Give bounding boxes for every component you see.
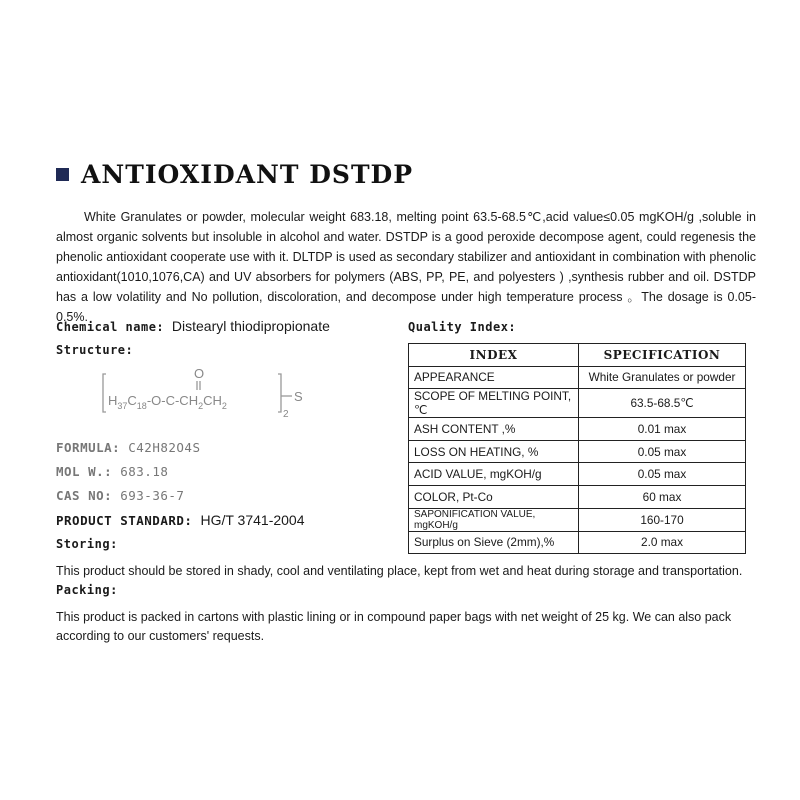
sulfur-label: S <box>294 389 303 404</box>
spec-cell: 0.05 max <box>579 440 746 463</box>
index-cell: ASH CONTENT ,% <box>409 418 579 441</box>
packing-text: This product is packed in cartons with plastic lining or in compound paper bags with net weight of 25 kg. We can also pack according to our customers' requests. <box>56 610 732 643</box>
table-row <box>409 508 746 531</box>
repeat-subscript: 2 <box>283 409 289 420</box>
structure-diagram <box>100 364 340 424</box>
mol-weight-value: 683.18 <box>120 464 169 479</box>
table-header-row <box>409 344 746 367</box>
index-cell: Surplus on Sieve (2mm),% <box>409 531 579 554</box>
standard-line <box>56 512 305 528</box>
c-atom: C <box>127 393 137 408</box>
cas-value: 693-36-7 <box>120 488 185 503</box>
table-row <box>409 366 746 389</box>
quality-index-table <box>408 343 746 554</box>
standard-label: PRODUCT STANDARD: <box>56 513 193 528</box>
spec-cell: White Granulates or powder <box>579 366 746 389</box>
formula-line <box>56 440 200 455</box>
c-subscript: 18 <box>136 401 147 411</box>
mol-weight-label: MOL W.: <box>56 464 113 479</box>
square-bullet-icon <box>56 168 69 181</box>
ch2b-subscript: 2 <box>221 401 227 411</box>
formula-label: FORMULA: <box>56 440 121 455</box>
spec-cell: 0.05 max <box>579 463 746 486</box>
table-row <box>409 463 746 486</box>
quality-index-heading: Quality Index: <box>408 320 517 334</box>
page-title: ANTIOXIDANT DSTDP <box>81 160 414 189</box>
spec-cell: 0.01 max <box>579 418 746 441</box>
spec-cell: 2.0 max <box>579 531 746 554</box>
index-cell: SAPONIFICATION VALUE, mgKOH/g <box>409 508 579 531</box>
standard-value: HG/T 3741-2004 <box>200 512 305 528</box>
chemical-name <box>56 318 330 334</box>
oxygen-label: O <box>194 366 205 381</box>
table-row <box>409 440 746 463</box>
chemical-name-value: Distearyl thiodipropionate <box>171 318 330 334</box>
svg-text:H37C18-O-C-CH2CH2 <box>108 393 227 411</box>
storing-heading: Storing: <box>56 537 118 551</box>
title-row <box>56 160 413 189</box>
spec-cell: 63.5-68.5℃ <box>579 389 746 418</box>
spec-cell: 160-170 <box>579 508 746 531</box>
intro-paragraph: White Granulates or powder, molecular weight 683.18, melting point 63.5-68.5℃,acid value≤0.05 mgKOH/g ,soluble in almost organic solvents but insoluble in alcohol and water. DSTDP is a good peroxide decompose agent, could regenesis the phenolic antioxidant cooperate use with it. DLTDP is used as secondary stabilizer and antioxidant in combination with phenolic antioxidant(1010,1076,CA) and UV absorbers for polymers (ABS, PP, PE, and polyesters ) ,synthesis rubber and oil. DSTDP has a low volatility and No pollution, discoloration, and decompose under high temperature process 。The dosage is 0.05-0.5%. <box>56 210 756 324</box>
index-cell: ACID VALUE, mgKOH/g <box>409 463 579 486</box>
ch2-subscript: 2 <box>198 401 204 411</box>
table-row <box>409 389 746 418</box>
header-index: INDEX <box>409 344 579 367</box>
table-row <box>409 485 746 508</box>
storing-text: This product should be stored in shady, cool and ventilating place, kept from wet and heat during storage and transportation. <box>56 564 743 578</box>
table-row <box>409 418 746 441</box>
right-bracket-icon <box>278 374 281 412</box>
cas-label: CAS NO: <box>56 488 113 503</box>
left-bracket-icon <box>103 374 106 412</box>
table-row <box>409 531 746 554</box>
index-cell: COLOR, Pt-Co <box>409 485 579 508</box>
spec-cell: 60 max <box>579 485 746 508</box>
structure-heading: Structure: <box>56 343 134 357</box>
ch2-group: CH <box>203 393 222 408</box>
index-cell: SCOPE OF MELTING POINT,℃ <box>409 389 579 418</box>
index-cell: APPEARANCE <box>409 366 579 389</box>
cas-line <box>56 488 184 503</box>
h-subscript: 37 <box>117 401 128 411</box>
mol-weight-line <box>56 464 168 479</box>
formula-value: C42H82O4S <box>128 440 201 455</box>
h-atom: H <box>108 393 118 408</box>
chemical-name-label: Chemical name: <box>56 320 165 334</box>
packing-heading: Packing: <box>56 583 118 597</box>
index-cell: LOSS ON HEATING, % <box>409 440 579 463</box>
header-specification: SPECIFICATION <box>579 344 746 367</box>
ester-chain: -O-C-CH <box>146 393 199 408</box>
